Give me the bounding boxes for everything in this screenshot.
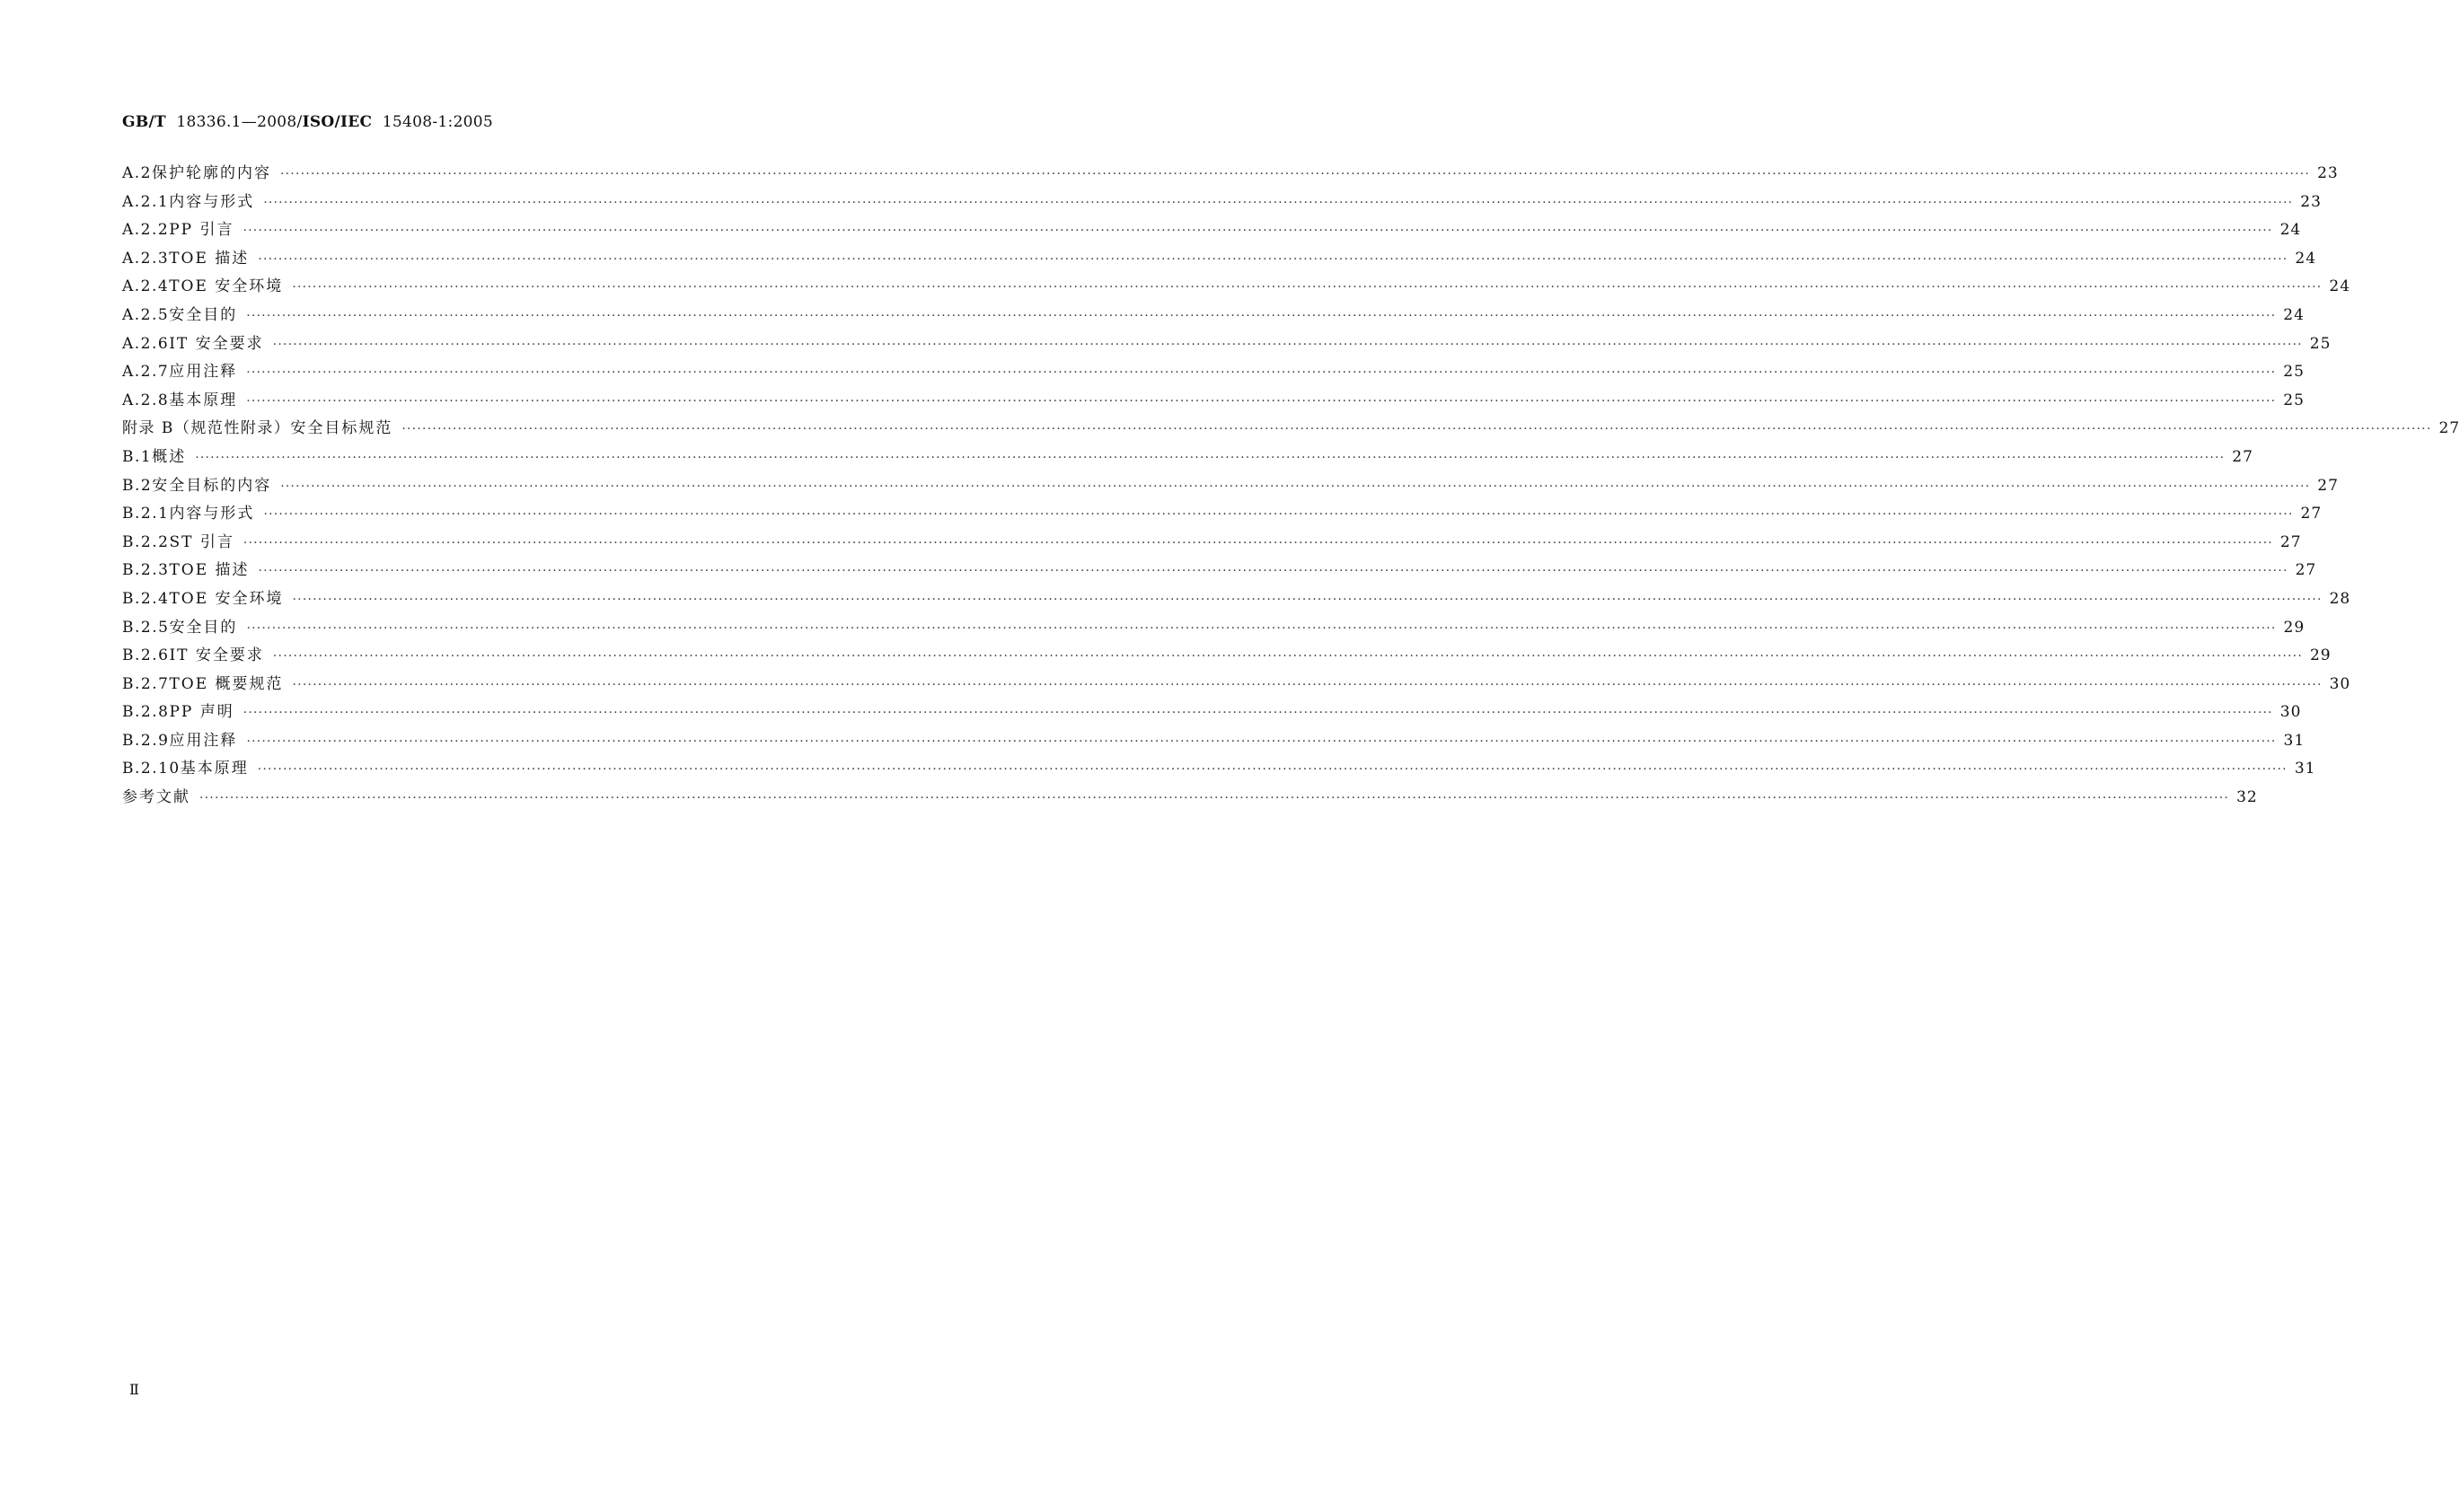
toc-dot-leader: ················································································································································································································································································································································································································ [292,280,2323,295]
toc-entry[interactable] [122,671,2351,699]
toc-entry-title: PP 引言 [169,221,234,240]
toc-entry-number: 附录 B（规范性附录） [122,419,291,438]
toc-entry-number: B.2.10 [122,760,181,778]
toc-dot-leader: ················································································································································································································································································································································································································ [246,734,2277,749]
toc-entry-title: TOE 安全环境 [169,589,284,608]
toc-entry-page: 28 [2329,589,2351,608]
toc-entry[interactable] [122,529,2302,558]
toc-entry[interactable] [122,642,2332,671]
toc-dot-leader: ················································································································································································································································································································································································································ [246,308,2277,323]
toc-entry-number: B.2.6 [122,646,170,665]
toc-dot-leader: ················································································································································································································································································································································································································ [263,195,2294,210]
toc-entry-title: IT 安全要求 [169,646,264,665]
toc-entry-page: 23 [2300,192,2322,211]
toc-entry[interactable] [122,444,2253,472]
toc-dot-leader: ················································································································································································································································································································································································································ [195,450,2226,465]
toc-entry[interactable] [122,557,2317,585]
toc-entry-title: TOE 概要规范 [169,674,284,693]
header-iso-code: ISO/IEC [302,113,373,131]
toc-entry[interactable] [122,500,2323,529]
toc-entry-title: 基本原理 [169,391,238,409]
toc-dot-leader: ················································································································································································································································································································································································································ [280,479,2311,494]
toc-dot-leader: ················································································································································································································································································································································································································ [257,762,2288,778]
toc-entry-title: PP 声明 [169,703,234,722]
header-standard-code: GB/T [122,113,166,131]
toc-dot-leader: ················································································································································································································································································································································································································ [242,224,2273,239]
toc-entry-page: 29 [2309,646,2332,665]
toc-entry[interactable] [122,302,2305,330]
header-standard-number: 18336.1—2008/ [176,113,303,131]
toc-entry-number: A.2.3 [122,249,170,268]
toc-entry-title: 参考文献 [122,788,190,807]
toc-entry[interactable] [122,415,2460,444]
toc-entry[interactable] [122,755,2316,784]
toc-entry[interactable] [122,784,2258,813]
toc-entry-page: 27 [2317,476,2339,495]
toc-dot-leader: ················································································································································································································································································································································································································ [292,677,2323,692]
toc-entry-title: 应用注释 [169,731,238,750]
toc-dot-leader: ················································································································································································································································································································································································································ [401,422,2432,437]
toc-dot-leader: ················································································································································································································································································································································································································ [272,337,2303,352]
toc-entry-page: 25 [2309,334,2332,353]
toc-entry-number: B.2.1 [122,505,170,523]
toc-entry-page: 25 [2283,391,2305,409]
page-number: Ⅱ [129,1381,139,1398]
toc-entry[interactable] [122,387,2305,416]
toc-entry-number: A.2.7 [122,363,170,382]
toc-dot-leader: ················································································································································································································································································································································································································ [199,791,2230,806]
toc-entry-page: 27 [2295,561,2317,580]
toc-dot-leader: ················································································································································································································································································································································································································ [246,393,2277,409]
toc-dot-leader: ················································································································································································································································································································································································································ [246,365,2277,381]
toc-entry-number: A.2.8 [122,391,170,409]
toc-entry[interactable] [122,699,2302,727]
toc-entry-page: 27 [2438,419,2460,438]
page-header [122,113,493,131]
toc-entry-number: B.2.9 [122,731,170,750]
toc-dot-leader: ················································································································································································································································································································································································································ [280,167,2311,181]
toc-entry-page: 32 [2236,788,2258,807]
toc-entry-number: B.2.3 [122,561,170,580]
toc-entry-number: B.2.2 [122,532,170,551]
toc-dot-leader: ················································································································································································································································································································································································································ [242,535,2273,550]
toc-entry-title: TOE 安全环境 [169,277,284,296]
toc-entry-page: 27 [2279,532,2302,551]
toc-entry-number: B.2.7 [122,674,170,693]
toc-entry-title: 保护轮廓的内容 [152,164,271,182]
toc-entry-title: TOE 描述 [169,249,250,268]
toc-entry[interactable] [122,727,2306,756]
toc-entry[interactable] [122,160,2339,189]
toc-entry-page: 31 [2283,731,2306,750]
toc-dot-leader: ················································································································································································································································································································································································································ [258,251,2288,267]
table-of-contents [122,160,2460,813]
toc-entry-page: 24 [2283,305,2305,324]
toc-entry-number: B.2.8 [122,703,170,722]
toc-entry-title: 基本原理 [180,760,249,778]
toc-dot-leader: ················································································································································································································································································································································································································ [292,592,2323,607]
toc-entry-page: 24 [2329,277,2351,296]
toc-entry-number: B.2.4 [122,589,170,608]
toc-entry-title: ST 引言 [169,532,234,551]
toc-dot-leader: ················································································································································································································································································································································································································ [246,620,2277,636]
toc-dot-leader: ················································································································································································································································································································································································································ [263,507,2294,523]
toc-entry[interactable] [122,245,2317,274]
toc-entry-number: A.2.6 [122,334,170,353]
toc-entry[interactable] [122,614,2306,643]
toc-entry-number: A.2.2 [122,221,170,240]
toc-entry-title: 安全目标的内容 [152,476,272,495]
toc-entry[interactable] [122,273,2351,302]
toc-entry-page: 27 [2232,447,2253,466]
toc-entry-page: 27 [2300,505,2323,523]
toc-entry-number: B.1 [122,447,153,466]
toc-entry-title: 安全目标规范 [290,419,393,438]
toc-entry[interactable] [122,189,2322,217]
toc-entry[interactable] [122,585,2351,614]
toc-dot-leader: ················································································································································································································································································································································································································ [242,706,2273,721]
toc-entry[interactable] [122,358,2305,387]
toc-entry-title: 应用注释 [169,363,238,382]
toc-entry[interactable] [122,330,2332,359]
toc-entry-page: 29 [2283,618,2306,637]
toc-entry-title: IT 安全要求 [169,334,264,353]
toc-entry-number: A.2.1 [122,192,170,211]
toc-entry-page: 24 [2279,221,2302,240]
toc-entry-page: 23 [2317,164,2339,182]
toc-entry-number: A.2.4 [122,277,170,296]
toc-entry-title: 概述 [152,447,187,466]
toc-entry[interactable] [122,472,2339,501]
toc-entry-page: 30 [2329,674,2351,693]
toc-entry-number: B.2.5 [122,618,170,637]
toc-dot-leader: ················································································································································································································································································································································································································ [272,649,2303,664]
toc-entry-title: 内容与形式 [169,505,255,523]
toc-entry-number: A.2 [122,164,152,182]
toc-entry-page: 24 [2295,249,2317,268]
toc-entry-page: 25 [2283,363,2305,382]
header-iso-number: 15408-1:2005 [382,113,494,131]
toc-entry-title: TOE 描述 [169,561,250,580]
toc-entry-page: 31 [2294,760,2316,778]
toc-dot-leader: ················································································································································································································································································································································································································ [258,564,2288,579]
toc-entry[interactable] [122,216,2302,245]
toc-entry-title: 安全目的 [169,305,238,324]
toc-entry-number: A.2.5 [122,305,170,324]
toc-entry-title: 内容与形式 [169,192,255,211]
toc-entry-page: 30 [2279,703,2302,722]
toc-entry-title: 安全目的 [169,618,238,637]
toc-entry-number: B.2 [122,476,153,495]
